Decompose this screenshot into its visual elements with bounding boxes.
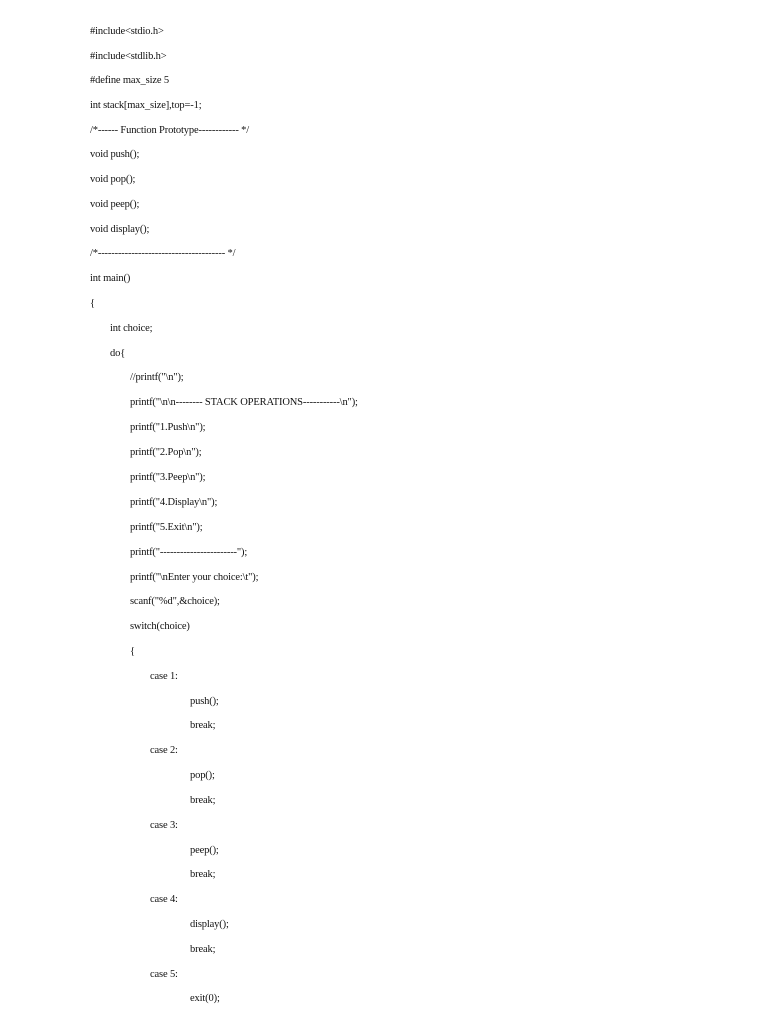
code-line: break; — [190, 869, 216, 880]
code-line: switch(choice) — [130, 621, 190, 632]
code-line: case 3: — [150, 820, 178, 831]
code-line: printf("\nEnter your choice:\t"); — [130, 572, 259, 583]
code-line: #define max_size 5 — [90, 75, 169, 86]
code-line: case 1: — [150, 671, 178, 682]
code-line: peep(); — [190, 845, 219, 856]
code-line: case 2: — [150, 745, 178, 756]
code-line: printf("2.Pop\n"); — [130, 447, 202, 458]
code-line: void pop(); — [90, 174, 136, 185]
code-line: #include<stdlib.h> — [90, 51, 167, 62]
code-line: #include<stdio.h> — [90, 26, 164, 37]
code-line: /*------ Function Prototype------------ */ — [90, 125, 250, 136]
code-line: exit(0); — [190, 993, 220, 1004]
code-line: { — [90, 298, 95, 309]
code-line: void push(); — [90, 149, 140, 160]
code-line: push(); — [190, 696, 219, 707]
code-line: scanf("%d",&choice); — [130, 596, 220, 607]
code-line: printf("-----------------------"); — [130, 547, 248, 558]
code-line: break; — [190, 720, 216, 731]
code-line: printf("5.Exit\n"); — [130, 522, 203, 533]
code-line: case 5: — [150, 969, 178, 980]
code-line: printf("\n\n-------- STACK OPERATIONS-----------\n"); — [130, 397, 358, 408]
code-line: break; — [190, 944, 216, 955]
code-line: int stack[max_size],top=-1; — [90, 100, 202, 111]
code-line: case 4: — [150, 894, 178, 905]
code-line: do{ — [110, 348, 126, 359]
code-line: { — [130, 646, 135, 657]
code-line: printf("1.Push\n"); — [130, 422, 206, 433]
code-line: printf("4.Display\n"); — [130, 497, 218, 508]
code-line: int main() — [90, 273, 131, 284]
code-line: void peep(); — [90, 199, 140, 210]
code-line: int choice; — [110, 323, 153, 334]
code-line: /*-------------------------------------- */ — [90, 248, 236, 259]
code-line: void display(); — [90, 224, 150, 235]
code-line: pop(); — [190, 770, 215, 781]
code-line: break; — [190, 795, 216, 806]
code-line: printf("3.Peep\n"); — [130, 472, 206, 483]
code-line: display(); — [190, 919, 229, 930]
code-line: //printf("\n"); — [130, 372, 184, 383]
